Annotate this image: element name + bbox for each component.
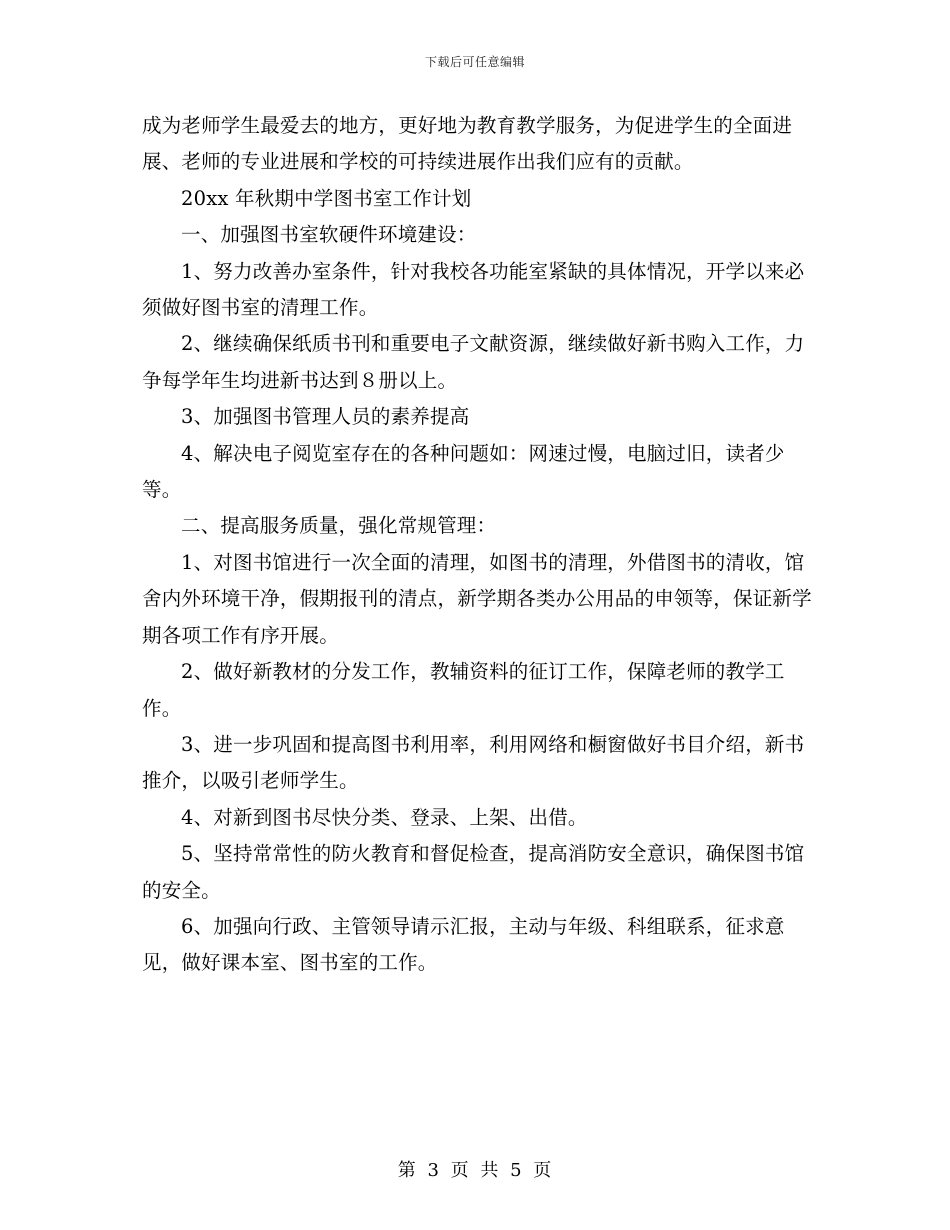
paragraph-service-item-6: 6、加强向行政、主管领导请示汇报，主动与年级、科组联系，征求意见，做好课本室、图书室的工作。 [142,914,785,975]
paragraph-service-item-2: 2、做好新教材的分发工作，教辅资料的征订工作，保障老师的教学工作。 [142,660,785,720]
paragraph-service-item-5: 5、坚持常常性的防火教育和督促检查，提高消防安全意识，确保图书馆的安全。 [142,842,805,902]
paragraph-service-item-4: 4、对新到图书尽快分类、登录、上架、出借。 [181,805,588,829]
paragraph-item-4: 4、解决电子阅览室存在的各种问题如：网速过慢，电脑过旧，读者少等。 [142,441,785,502]
section-title: 20xx 年秋期中学图书室工作计划 [181,186,472,210]
heading-environment-construction: 一、加强图书室软硬件环境建设： [181,223,477,247]
paragraph-service-item-3: 3、进一步巩固和提高图书利用率，利用网络和橱窗做好书目介绍，新书推介，以吸引老师学生。 [142,732,805,793]
paragraph-continuation: 成为老师学生最爱去的地方，更好地为教育教学服务，为促进学生的全面进展、老师的专业进展和学校的可持续进展作出我们应有的贡献。 [142,114,793,174]
paragraph-item-1: 1、努力改善办室条件，针对我校各功能室紧缺的具体情况，开学以来必须做好图书室的清理工作。 [142,259,805,320]
paragraph-service-item-1: 1、对图书馆进行一次全面的清理，如图书的清理，外借图书的清收，馆舍内外环境干净，假期报刊的清点，新学期各类办公用品的申领等，保证新学期各项工作有序开展。 [142,550,812,647]
page-header-note: 下载后可任意编辑 [424,55,525,69]
paragraph-item-3: 3、加强图书管理人员的素养提高 [181,405,470,429]
heading-service-quality: 二、提高服务质量，强化常规管理： [181,514,497,538]
document-body [142,108,820,982]
page-number: 第 3 页 共 5 页 [397,1160,553,1181]
paragraph-item-2: 2、继续确保纸质书刊和重要电子文献资源，继续做好新书购入工作，力争每学年生均进新书达到８册以上。 [142,332,805,392]
